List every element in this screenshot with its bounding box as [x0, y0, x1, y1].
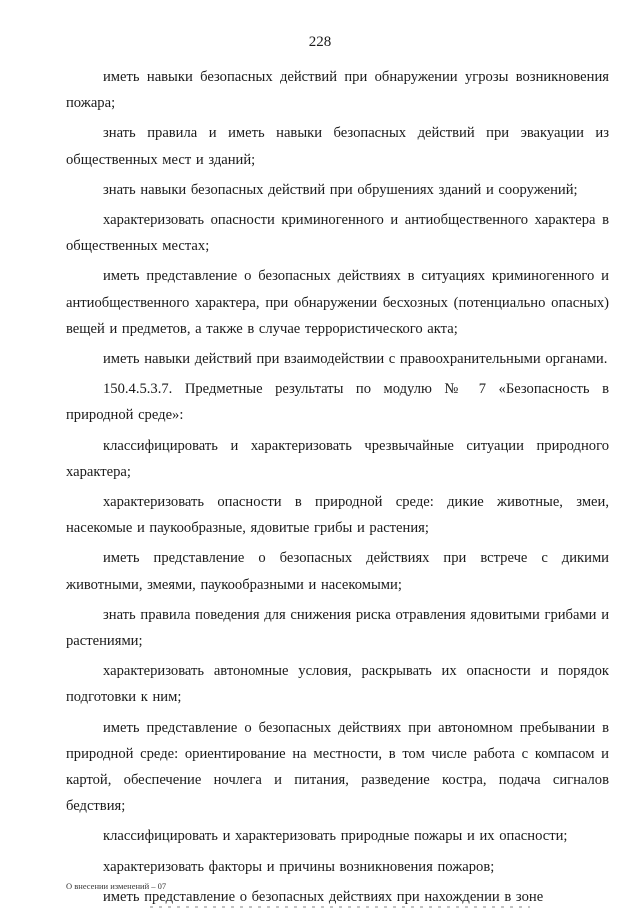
paragraph: иметь представление о безопасных действиях при нахождении в зоне: [103, 888, 544, 905]
scan-artifact: [150, 906, 530, 908]
paragraph: характеризовать автономные условия, раскрывать их опасности и порядок подготовки к ним;: [66, 663, 609, 706]
paragraph: характеризовать опасности криминогенного и антиобщественного характера в общественных местах;: [66, 212, 609, 255]
paragraph: классифицировать и характеризовать чрезвычайные ситуации природного характера;: [66, 437, 609, 480]
paragraph: классифицировать и характеризовать природные пожары и их опасности;: [103, 828, 568, 845]
paragraph: знать навыки безопасных действий при обрушениях зданий и сооружений;: [103, 181, 578, 198]
paragraph: иметь навыки безопасных действий при обнаружении угрозы возникновения пожара;: [66, 69, 609, 112]
page-number: 228: [308, 34, 332, 50]
section-heading-paragraph: 150.4.5.3.7. Предметные результаты по модулю № 7 «Безопасность в природной среде»:: [66, 381, 609, 424]
paragraph: характеризовать факторы и причины возникновения пожаров;: [103, 858, 495, 875]
paragraph: иметь представление о безопасных действиях в ситуациях криминогенного и антиобщественного характера, при обнаружении бесхозных (потенциально опасных) вещей и предметов, а также в случае террористического акта;: [66, 268, 609, 337]
paragraph: знать правила и иметь навыки безопасных действий при эвакуации из общественных мест и зданий;: [66, 125, 609, 168]
paragraph: знать правила поведения для снижения риска отравления ядовитыми грибами и растениями;: [66, 606, 609, 650]
paragraph: иметь представление о безопасных действиях при встрече с дикими животными, змеями, паукообразными и насекомыми;: [66, 550, 609, 593]
paragraph: иметь представление о безопасных действиях при автономном пребывании в природной среде: ориентирование на местности, в том числе работа с компасом и картой, обеспечение ночлега и питания, разведение костра, подача сигналов бедствия;: [66, 719, 609, 815]
document-body: [66, 64, 609, 914]
paragraph: характеризовать опасности в природной среде: дикие животные, змеи, насекомые и паукообразные, ядовитые грибы и растения;: [66, 494, 609, 537]
footer-note: О внесении изменений – 07: [66, 881, 167, 891]
paragraph: иметь навыки действий при взаимодействии с правоохранительными органами.: [103, 351, 608, 368]
